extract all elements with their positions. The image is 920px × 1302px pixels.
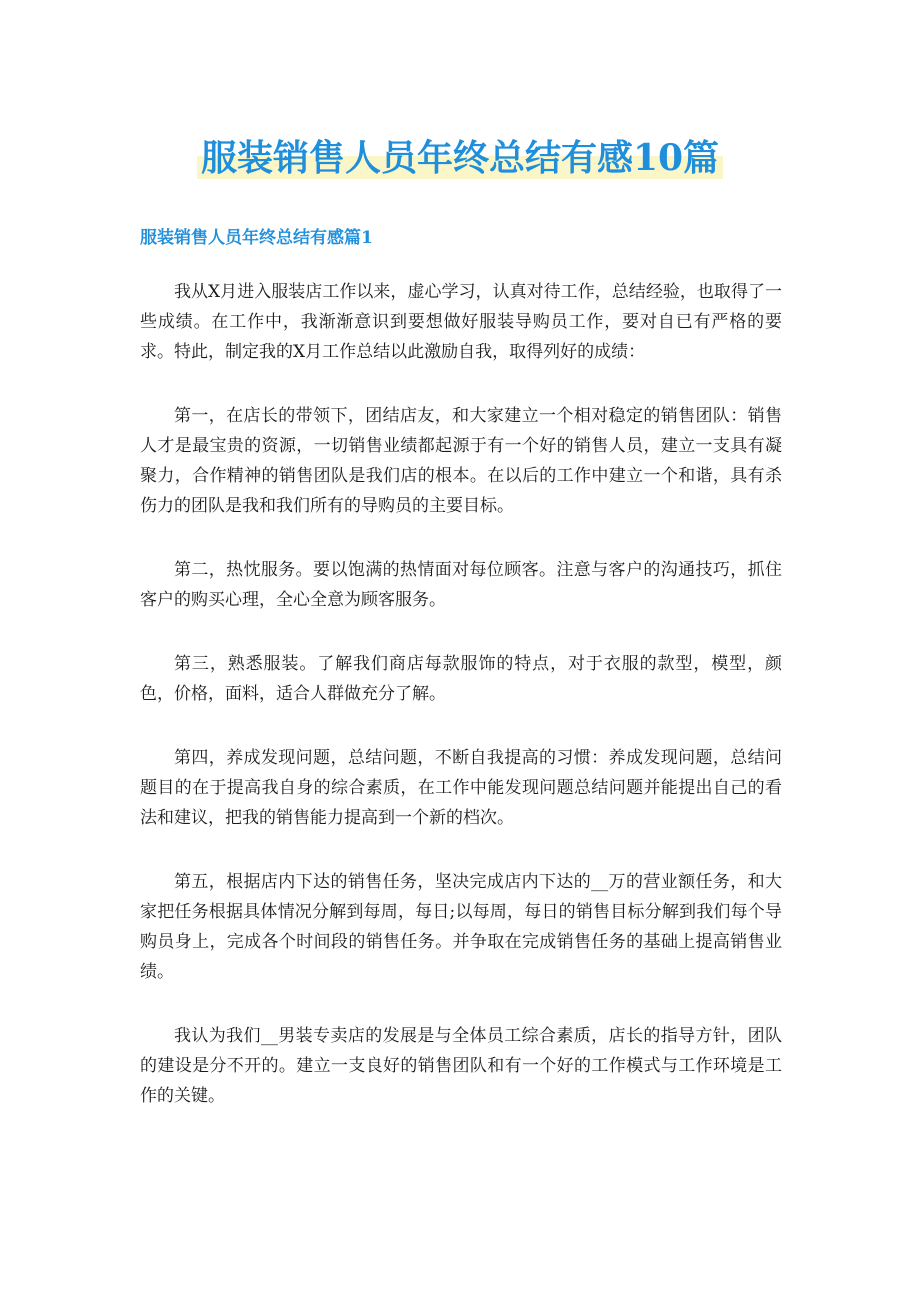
paragraph-2: 第一，在店长的带领下，团结店友，和大家建立一个相对稳定的销售团队：销售人才是最宝贵的资源，一切销售业绩都起源于有一个好的销售人员，建立一支具有凝聚力，合作精神的销售团队是我们店的根本。在以后的工作中建立一个和谐，具有杀伤力的团队是我和我们所有的导购员的主要目标。 <box>140 406 782 516</box>
paragraph-1: 我从X月进入服装店工作以来，虚心学习，认真对待工作，总结经验，也取得了一些成绩。在工作中，我渐渐意识到要想做好服装导购员工作，要对自已有严格的要求。特此，制定我的X月工作总结以此激励自我，取得列好的成绩： <box>140 282 782 362</box>
document-title-text: 服装销售人员年终总结有感10篇 <box>197 137 723 179</box>
paragraph-6: 第五，根据店内下达的销售任务，坚决完成店内下达的__万的营业额任务，和大家把任务根据具体情况分解到每周，每日;以每周，每日的销售目标分解到我们每个导购员身上，完成各个时间段的销售任务。并争取在完成销售任务的基础上提高销售业绩。 <box>140 872 782 982</box>
document-title <box>0 132 920 184</box>
paragraph-7: 我认为我们__男装专卖店的发展是与全体员工综合素质，店长的指导方针，团队的建设是分不开的。建立一支良好的销售团队和有一个好的工作模式与工作环境是工作的关键。 <box>140 1026 782 1106</box>
paragraph-3: 第二，热忱服务。要以饱满的热情面对每位顾客。注意与客户的沟通技巧，抓住客户的购买心理，全心全意为顾客服务。 <box>140 560 782 610</box>
paragraph-5: 第四，养成发现问题，总结问题，不断自我提高的习惯：养成发现问题，总结问题目的在于提高我自身的综合素质，在工作中能发现问题总结问题并能提出自己的看法和建议，把我的销售能力提高到一个新的档次。 <box>140 748 782 828</box>
paragraph-4: 第三，熟悉服装。了解我们商店每款服饰的特点，对于衣服的款型，模型，颜色，价格，面料，适合人群做充分了解。 <box>140 654 782 704</box>
section-heading: 服装销售人员年终总结有感篇1 <box>140 228 373 248</box>
document-body <box>140 277 782 1145</box>
